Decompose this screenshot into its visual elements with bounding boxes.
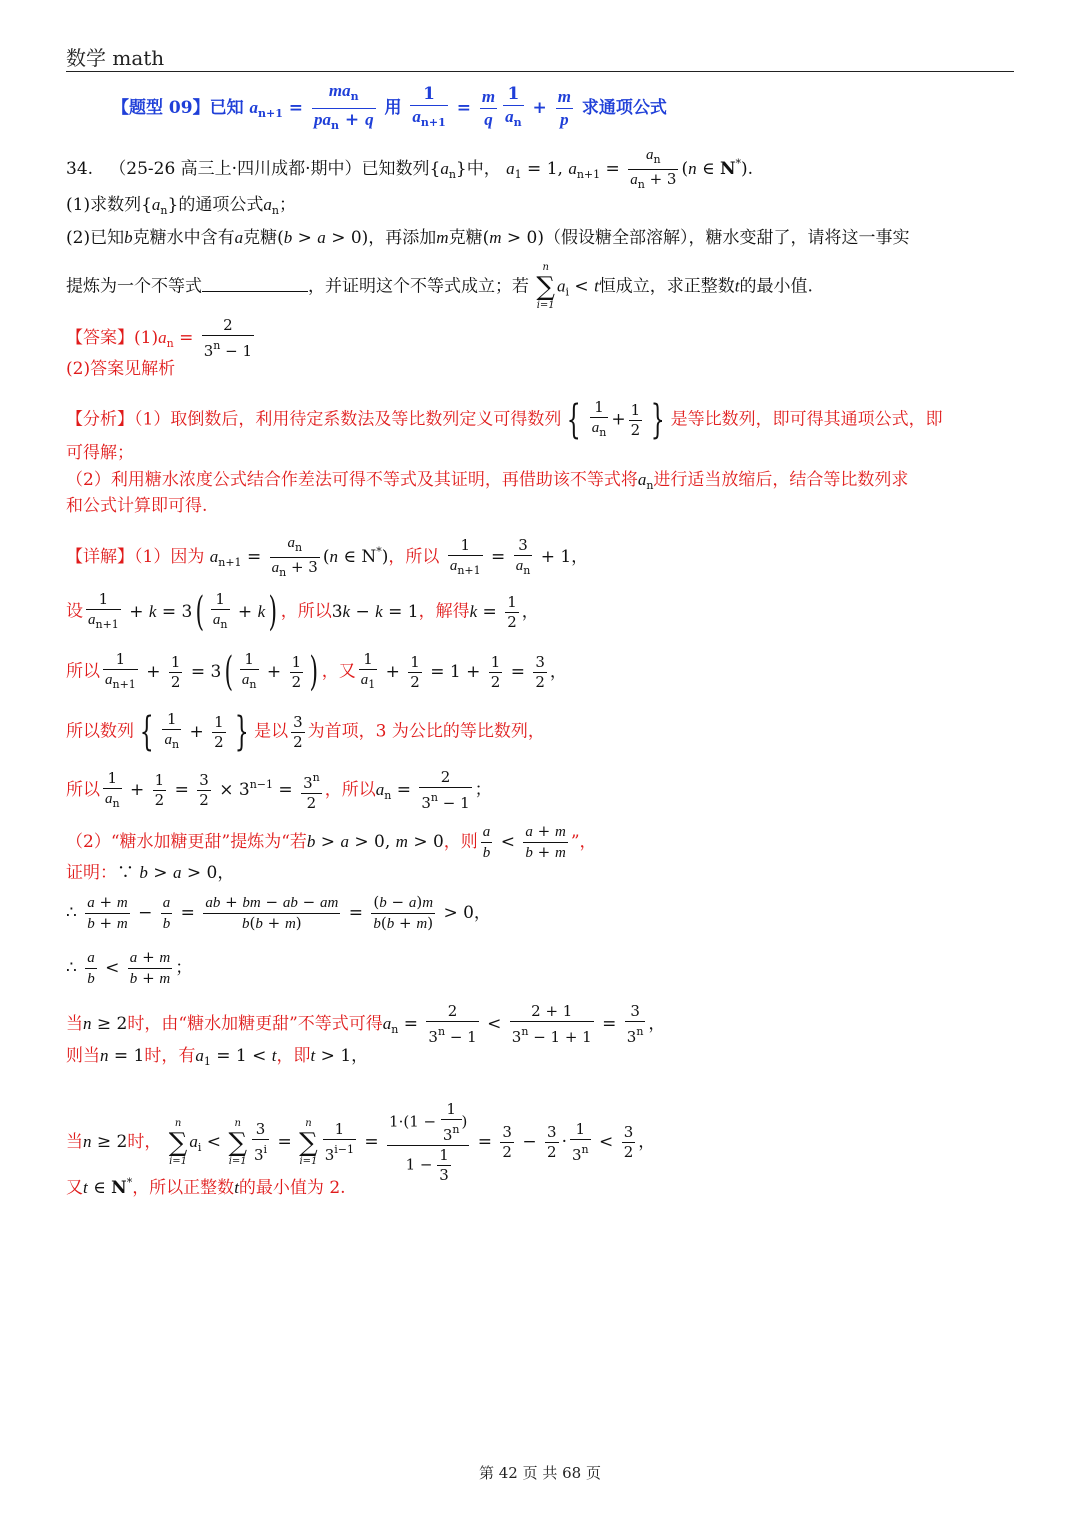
detail-line-3: 所以 $\frac{1}{a_{n+1}}$ + $\frac{1}{2}$ = 3( $\frac{1}{a_n}$ + $\frac{1}{2}$ ) ，又 $\frac{1}{a_1}$ + $\frac{1}{2}$ = 1 + $\frac{1}{2}$ = $\frac{3}{2}$ ，	[66, 649, 567, 695]
detail-line-1: 【详解】（1）因为 $a_{n+1}$ = $\frac{a_n}{a_n + 3}$ (n ∈ N*)，所以 $\frac{1}{a_{n+1}}$ = $\frac{3}{a_n}$ + 1，	[66, 535, 589, 579]
answer-blank[interactable]	[202, 275, 308, 292]
problem-statement: 34. （25-26 高三上·四川成都·期中）已知数列$\{a_n\}$中， $a_1 = 1$, $a_{n+1}$ = $\frac{a_n}{a_n + 3}$ (n ∈ N*).	[66, 147, 754, 191]
detail-line-12: 当n ≥ 2时， n ∑ i=1 $a_i$ < n ∑ i=1 $\frac{3}{3^i}$ = n ∑ i=1 $\frac{1}{3^{i-1}}$ = 1·(1 − $\frac{1}{3^n}$ ) 1 − $\frac{1}{3}$ = $\frac{3}{2}$ − $\frac{3}{2}$ · $\frac{1}{3^n}$ < $\frac{3}{2}$ ，	[66, 1100, 656, 1184]
detail-line-6: （2）“糖水加糖更甜”提炼为“若b > a > 0, m > 0，则 $\frac{a}{b}$ < $\frac{a + m}{b + m}$ ”，	[66, 822, 597, 861]
header-rule	[66, 71, 1014, 72]
detail-line-7: 证明：∵ b > a > 0，	[66, 863, 235, 883]
section-heading: 【题型 09】已知 $a_{n+1}$ = $\frac{ma_n}{pa_n + q}$ 用 $\frac{1}{a_{n+1}}$ = $\frac{m}{q}$ $\frac{1}{a_n}$ + $\frac{m}{p}$ 求通项公式	[112, 81, 667, 132]
analysis-line-1: 【分析】（1）取倒数后，利用待定系数法及等比数列定义可得数列 { $\frac{1}{a_n}$ + $\frac{1}{2}$ } 是等比数列，即可得其通项公式，即	[66, 397, 943, 443]
analysis-line-4: 和公式计算即可得.	[66, 496, 208, 516]
detail-line-11: 则当n = 1时，有$a_1 = 1 < t$，即t > 1，	[66, 1046, 369, 1068]
detail-line-2: 设 $\frac{1}{a_{n+1}}$ + k = 3( $\frac{1}{a_n}$ + k) ，所以3k − k = 1，解得k = $\frac{1}{2}$ ，	[66, 589, 539, 635]
answer-line-2: (2)答案见解析	[66, 359, 176, 379]
question-2-cont: 提炼为一个不等式 ，并证明这个不等式成立；若 n ∑ i=1 $a_i < t$恒成立，求正整数t的最小值.	[66, 262, 813, 311]
detail-line-8: ∴ $\frac{a + m}{b + m}$ − $\frac{a}{b}$ = $\frac{ab + bm - ab - am}{b(b + m)}$ = $\frac{(b - a)m}{b(b + m)}$ > 0，	[66, 893, 491, 932]
detail-line-4: 所以数列 { $\frac{1}{a_n}$ + $\frac{1}{2}$ } 是以 $\frac{3}{2}$ 为首项，3 为公比的等比数列，	[66, 709, 545, 755]
question-2: (2)已知b克糖水中含有a克糖(b > a > 0)，再添加m克糖(m > 0)（假设糖全部溶解），糖水变甜了，请将这一事实	[66, 228, 910, 248]
detail-line-10: 当n ≥ 2时，由“糖水加糖更甜”不等式可得$a_n$ = $\frac{2}{3^n - 1}$ < $\frac{2 + 1}{3^n - 1 + 1}$ = $\frac{3}{3^n}$ ，	[66, 1002, 666, 1046]
analysis-line-2: 可得解；	[66, 443, 134, 463]
analysis-line-3: （2）利用糖水浓度公式结合作差法可得不等式及其证明，再借助该不等式将$a_n$进行适当放缩后，结合等比数列求	[66, 470, 909, 492]
detail-line-13: 又t ∈ N*，所以正整数t的最小值为 2.	[66, 1176, 346, 1198]
question-1: (1)求数列$\{a_n\}$的通项公式$a_n$；	[66, 195, 296, 217]
answer-line-1: 【答案】$(1)a_n$ = $\frac{2}{3^n - 1}$	[66, 316, 253, 360]
page-header-title: 数学 math	[66, 46, 165, 70]
detail-line-5: 所以 $\frac{1}{a_n}$ + $\frac{1}{2}$ = $\frac{3}{2}$ × $3^{n-1}$ = $\frac{3^n}{2}$ ，所以$a_n$ = $\frac{2}{3^n - 1}$ ；	[66, 768, 492, 812]
page-footer: 第 42 页 共 68 页	[478, 1464, 601, 1482]
detail-line-9: ∴ $\frac{a}{b}$ < $\frac{a + m}{b + m}$ ；	[66, 948, 193, 987]
